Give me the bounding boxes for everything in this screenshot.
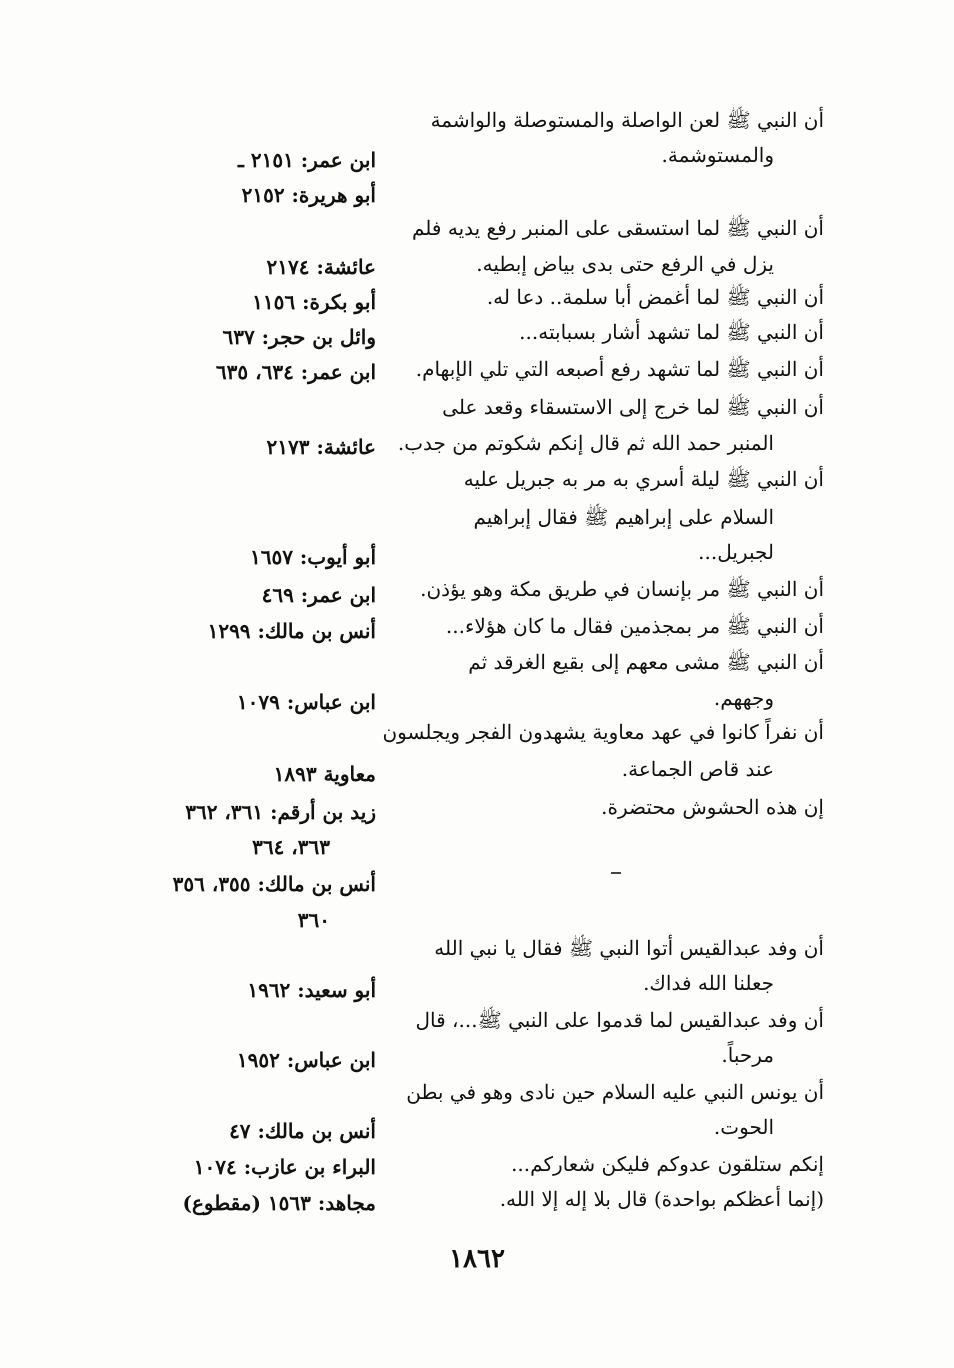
- hadith-line: أن النبي ﷺ لما خرج إلى الاستسقاء وقعد على: [442, 395, 824, 419]
- narrator-reference: أبو هريرة: ٢١٥٢: [241, 183, 376, 207]
- narrator-reference: معاوية ١٨٩٣: [273, 762, 376, 786]
- narrator-reference: وائل بن حجر: ٦٣٧: [222, 325, 376, 349]
- hadith-line: المنبر حمد الله ثم قال إنكم شكوتم من جدب.: [397, 431, 774, 455]
- narrator-reference: أنس بن مالك: ١٢٩٩: [207, 619, 376, 643]
- hadith-line: أن النبي ﷺ لما تشهد أشار بسبابته...: [519, 320, 824, 344]
- hadith-line: (إنما أعظكم بواحدة) قال بلا إله إلا الله.: [499, 1187, 824, 1211]
- narrator-reference: ابن عمر: ٢١٥١ ـ: [238, 148, 376, 172]
- narrator-reference: أبو سعيد: ١٩٦٢: [247, 978, 376, 1002]
- hadith-line: الحوت.: [713, 1115, 774, 1139]
- hadith-line: أن النبي ﷺ مشى معهم إلى بقيع الغرقد ثم: [468, 650, 824, 674]
- hadith-line: أن النبي ﷺ لما تشهد رفع أصبعه التي تلي الإبهام.: [415, 357, 824, 381]
- narrator-reference: ابن عباس: ١٩٥٢: [236, 1048, 376, 1072]
- hadith-line: مرحباً.: [721, 1043, 774, 1067]
- hadith-line: إن هذه الحشوش محتضرة.: [601, 795, 824, 819]
- hadith-line: السلام على إبراهيم ﷺ فقال إبراهيم: [473, 505, 774, 529]
- hadith-line: أن النبي ﷺ ليلة أسري به مر به جبريل عليه: [463, 467, 824, 491]
- narrator-reference: أبو بكرة: ١١٥٦: [252, 290, 376, 314]
- hadith-line: أن وفد عبدالقيس لما قدموا على النبي ﷺ...، قال: [415, 1008, 824, 1032]
- hadith-line: وجههم.: [713, 686, 774, 710]
- hadith-line: عند قاص الجماعة.: [621, 757, 774, 781]
- narrator-reference: أبو أيوب: ١٦٥٧: [249, 545, 376, 569]
- narrator-reference: ابن عباس: ١٠٧٩: [236, 690, 376, 714]
- hadith-line: أن النبي ﷺ لما استسقى على المنبر رفع يديه فلم: [412, 216, 824, 240]
- narrator-reference: ابن عمر: ٤٦٩: [261, 583, 376, 607]
- narrator-reference: أنس بن مالك: ٣٥٥، ٣٥٦: [172, 872, 376, 896]
- hadith-line: لجبريل...: [698, 540, 774, 564]
- narrator-reference: البراء بن عازب: ١٠٧٤: [193, 1155, 376, 1179]
- narrator-reference: ٣٦٠: [297, 908, 330, 932]
- hadith-line: أن النبي ﷺ لعن الواصلة والمستوصلة والواشمة: [430, 108, 824, 132]
- hadith-line: أن يونس النبي عليه السلام حين نادى وهو في بطن: [406, 1080, 824, 1104]
- hadith-line: أن نفراً كانوا في عهد معاوية يشهدون الفجر ويجلسون: [382, 720, 824, 744]
- narrator-reference: ٣٦٣، ٣٦٤: [252, 835, 330, 859]
- hadith-line: أن النبي ﷺ لما أغمض أبا سلمة.. دعا له.: [486, 285, 824, 309]
- hadith-line: أن النبي ﷺ مر بمجذمين فقال ما كان هؤلاء...: [445, 614, 824, 638]
- hadith-line: يزل في الرفع حتى بدى بياض إبطيه.: [476, 252, 774, 276]
- narrator-reference: زيد بن أرقم: ٣٦١، ٣٦٢: [185, 800, 376, 824]
- hadith-line: أن النبي ﷺ مر بإنسان في طريق مكة وهو يؤذن.: [420, 577, 824, 601]
- narrator-reference: ابن عمر: ٦٣٤، ٦٣٥: [215, 360, 376, 384]
- hadith-line: والمستوشمة.: [661, 143, 774, 167]
- narrator-reference: عائشة: ٢١٧٤: [266, 255, 376, 279]
- narrator-reference: أنس بن مالك: ٤٧: [229, 1119, 376, 1143]
- hadith-line: أن وفد عبدالقيس أتوا النبي ﷺ فقال يا نبي الله: [434, 936, 824, 960]
- hadith-line: إنكم ستلقون عدوكم فليكن شعاركم...: [511, 1152, 824, 1176]
- section-divider: [611, 872, 621, 874]
- hadith-line: جعلنا الله فداك.: [643, 971, 774, 995]
- narrator-reference: مجاهد: ١٥٦٣ (مقطوع): [182, 1191, 376, 1215]
- page-number: ١٨٦٢: [449, 1244, 505, 1274]
- narrator-reference: عائشة: ٢١٧٣: [266, 435, 376, 459]
